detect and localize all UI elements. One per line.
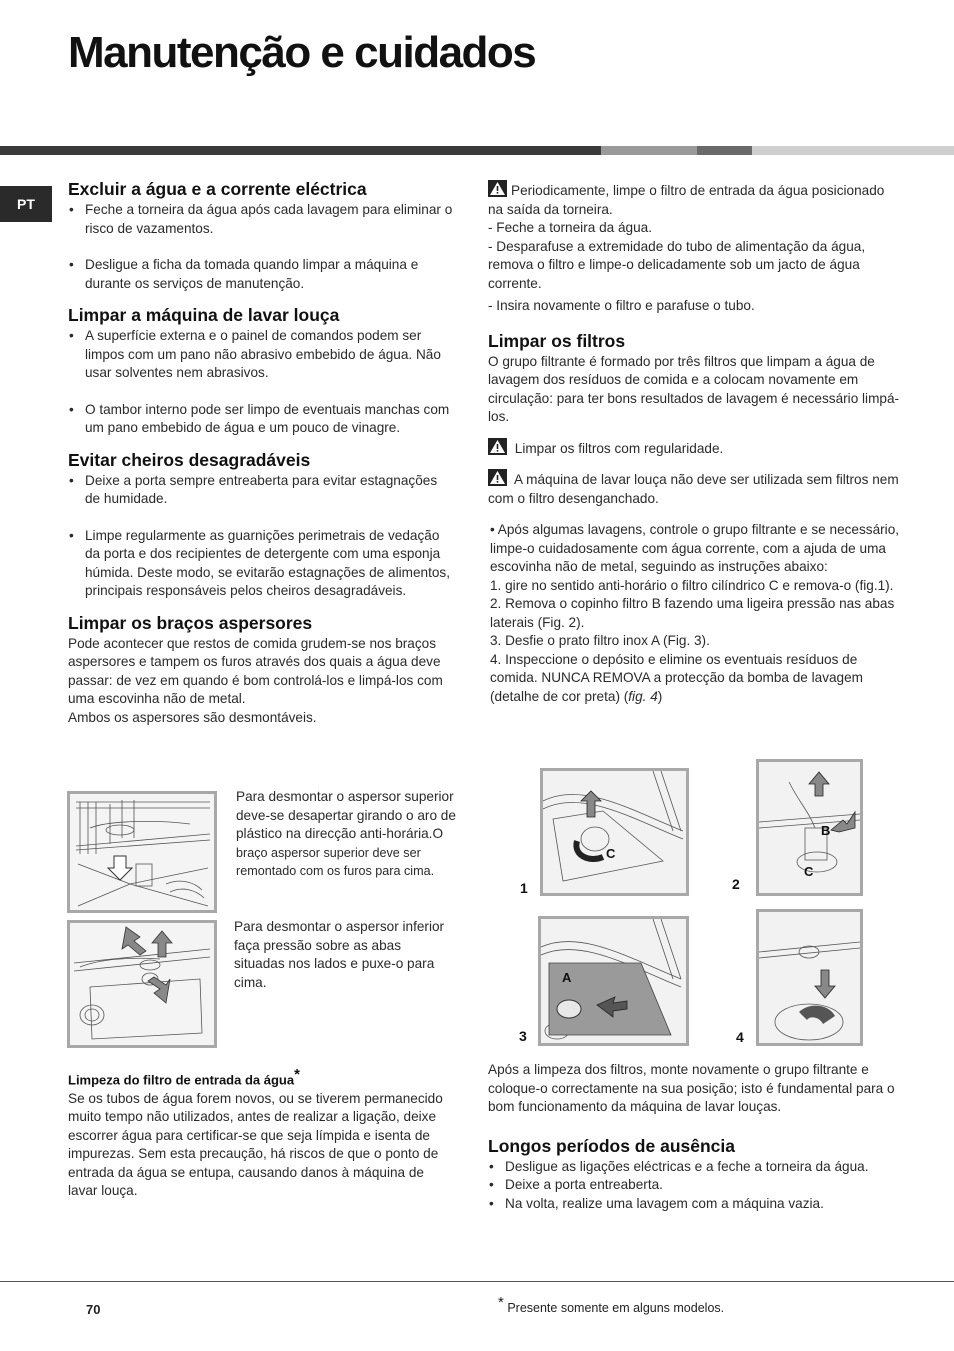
left-column: [68, 178, 456, 727]
section-heading-filters: Limpar os filtros: [488, 330, 626, 351]
figure-number-3: 3: [519, 1028, 527, 1044]
inlet-step: - Insira novamente o filtro e parafuse o tubo.: [488, 298, 755, 313]
filter-1-illustration: [543, 771, 686, 893]
filter-4-illustration: [759, 912, 860, 1043]
figure-number-4: 4: [736, 1029, 744, 1045]
inlet-step: - Feche a torneira da água.: [488, 220, 652, 235]
caption-upper-b: braço aspersor superior deve ser remontado com os furos para cima.: [236, 845, 435, 878]
list-odors: [68, 472, 456, 601]
page-title: Manutenção e cuidados: [68, 28, 536, 77]
header-bar-dark2: [697, 146, 752, 155]
spray-arms-paragraph: Pode acontecer que restos de comida grudem-se nos braços aspersores e tampem os furos através dos quais a água deve passar: de vez em quando é bom controlá-los e limpá-los com uma escovinha não de metal.: [68, 635, 443, 706]
lower-spray-arm-illustration: [70, 923, 214, 1045]
filters-step-4: [490, 651, 900, 707]
filters-warning-2: [488, 469, 900, 508]
spray-arms-removable: Ambos os aspersores são desmontáveis.: [68, 709, 317, 725]
figure-upper-spray-arm: [67, 791, 217, 913]
section-heading-spray-arms: Limpar os braços aspersores: [68, 612, 313, 633]
list-item: • O tambor interno pode ser limpo de eventuais manchas com um pano embebido de água e um pouco de vinagre.: [68, 401, 456, 438]
list-item: • Desligue as ligações eléctricas e a feche a torneira da água.: [488, 1158, 900, 1177]
page-number: 70: [86, 1302, 101, 1317]
section-inlet-filter: [68, 1066, 456, 1201]
upper-spray-arm-illustration: [70, 794, 214, 910]
figure-number-2: 2: [732, 876, 740, 892]
list-item: • Deixe a porta sempre entreaberta para evitar estagnações de humidade.: [68, 472, 456, 509]
filters-step: 3. Desfie o prato filtro inox A (Fig. 3).: [490, 633, 710, 648]
list-item: • Na volta, realize uma lavagem com a máquina vazia.: [488, 1195, 900, 1214]
label-a-fig3: A: [562, 970, 572, 985]
inlet-filter-warning: [488, 180, 900, 219]
caption-upper-spray-arm: [236, 788, 458, 881]
after-cleaning-paragraph: Após a limpeza dos filtros, monte novamente o grupo filtrante e coloque-o correctamente na sua posição; isto é fundamental para o bom funcionamento da máquina de lavar louças.: [488, 1062, 895, 1114]
filters-instructions: [488, 521, 900, 706]
footnote-mark: *: [498, 1294, 504, 1311]
filters-step: 2. Remova o copinho filtro B fazendo uma ligeira pressão nas abas laterais (Fig. 2).: [490, 596, 895, 630]
inlet-filter-paragraph: Se os tubos de água forem novos, ou se tiverem permanecido muito tempo não utilizados, antes de realizar a ligação, deixe escorrer água para certificar-se que seja límpida e isenta de impurezas. Sem esta precaução, há riscos de que o ponto de entrada da água se entupa, causando danos à máquina de lavar louça.: [68, 1090, 443, 1199]
inlet-filter-heading: [68, 1066, 456, 1090]
filters-step: 1. gire no sentido anti-horário o filtro cilíndrico C e remova-o (fig.1).: [490, 577, 894, 593]
footnote-star: *: [294, 1066, 300, 1083]
language-tab: PT: [0, 186, 52, 222]
list-item: • A superfície externa e o painel de comandos podem ser limpos com um pano não abrasivo embebido de água. Não usar solventes nem abrasivos.: [68, 327, 456, 383]
figure-filter-4: [756, 909, 863, 1046]
inlet-filter-heading-text: Limpeza do filtro de entrada da água: [68, 1072, 295, 1088]
right-column: [488, 180, 900, 706]
list-water-power: [68, 201, 456, 293]
list-item: • Desligue a ficha da tomada quando limpar a máquina e durante os serviços de manutenção.: [68, 256, 456, 293]
footnote: [498, 1294, 724, 1315]
figure-lower-spray-arm: [67, 920, 217, 1048]
header-bar-dark: [0, 146, 601, 155]
figure-number-1: 1: [520, 880, 528, 896]
section-after-cleaning: [488, 1061, 900, 1213]
figure-filter-1: [540, 768, 689, 896]
warning-icon: [488, 438, 507, 455]
label-c-fig2: C: [804, 864, 814, 879]
inlet-warning-text: Periodicamente, limpe o filtro de entrada da água posicionado na saída da torneira.: [488, 183, 885, 217]
list-item: • Deixe a porta entreaberta.: [488, 1176, 900, 1195]
caption-lower-spray-arm: Para desmontar o aspersor inferior faça pressão sobre as abas situadas nos lados e puxe-o para cima.: [234, 919, 445, 990]
section-heading-water-power: Excluir a água e a corrente eléctrica: [68, 179, 367, 199]
step4-text: 4. Inspeccione o depósito e elimine os eventuais resíduos de comida. NUNCA REMOVA a protecção da bomba de lavagem (detalhe de cor preta) (: [490, 651, 863, 704]
footer-divider: [0, 1281, 954, 1282]
list-clean-machine: [68, 327, 456, 438]
filters-warning-2-text: A máquina de lavar louça não deve ser utilizada sem filtros nem com o filtro desenganchado.: [488, 472, 899, 506]
section-heading-clean-machine: Limpar a máquina de lavar louça: [68, 305, 340, 325]
list-absence: [488, 1158, 900, 1214]
step4-close: ): [657, 688, 663, 704]
list-item: • Limpe regularmente as guarnições perimetrais de vedação da porta e dos recipientes de detergente com uma esponja húmida. Deste modo, se evitarão estagnações de alimentos, principais responsáveis pelos cheiros desagradáveis.: [68, 527, 456, 601]
section-heading-absence: Longos períodos de ausência: [488, 1135, 735, 1156]
header-bar-light: [752, 146, 954, 155]
caption-upper-a: Para desmontar o aspersor superior deve-se desapertar girando o aro de plástico na direcção anti-horária.O: [236, 789, 456, 841]
header-bar-mid: [601, 146, 697, 155]
figure-filter-3: [538, 916, 689, 1046]
label-c-fig1: C: [606, 846, 616, 861]
filters-warning-1-text: Limpar os filtros com regularidade.: [514, 440, 724, 456]
list-item: • Feche a torneira da água após cada lavagem para eliminar o risco de vazamentos.: [68, 201, 456, 238]
footnote-text: Presente somente em alguns modelos.: [507, 1301, 725, 1316]
section-heading-odors: Evitar cheiros desagradáveis: [68, 449, 311, 470]
warning-icon: [488, 180, 507, 197]
filters-bullet: • Após algumas lavagens, controle o grupo filtrante e se necessário, limpe-o cuidadosamente com água corrente, com a ajuda de uma escovinha não de metal, seguindo as instruções abaixo:: [490, 522, 900, 574]
label-b-fig2: B: [821, 823, 831, 838]
step4-fig-ref: fig. 4: [628, 688, 658, 704]
inlet-step: - Desparafuse a extremidade do tubo de alimentação da água, remova o filtro e limpe-o delicadamente sob um jacto de água corrente.: [488, 238, 866, 291]
warning-icon: [488, 469, 507, 486]
filters-warning-1: [488, 438, 900, 459]
filters-paragraph: O grupo filtrante é formado por três filtros que limpam a água de lavagem dos resíduos de comida e a colocam novamente em circulação: para ter bons resultados de lavagem é necessário limpá-los.: [488, 353, 900, 424]
